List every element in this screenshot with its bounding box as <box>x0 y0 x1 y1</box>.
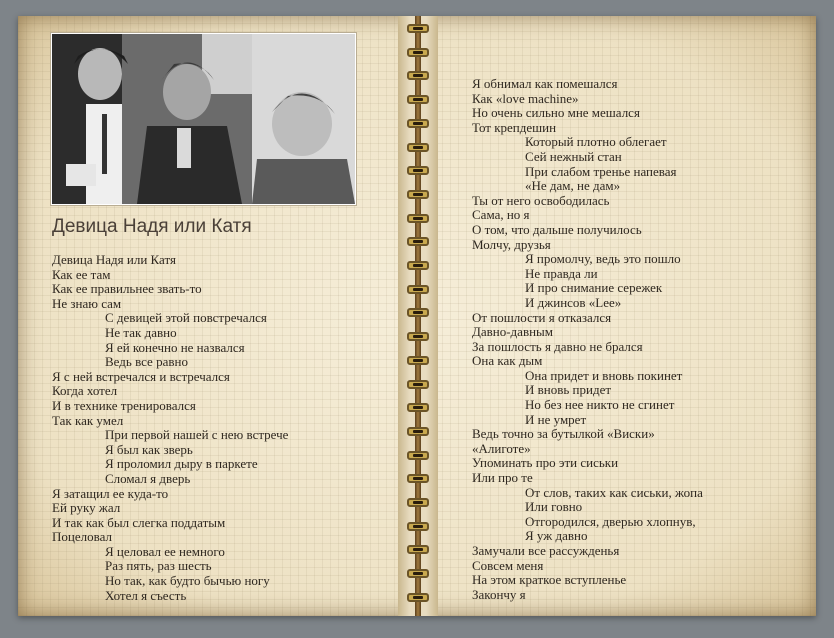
lyric-line: Сей нежный стан <box>525 148 622 164</box>
lyric-line: И не умрет <box>525 411 587 427</box>
lyric-line: Не так давно <box>105 324 177 340</box>
binding-ring <box>407 119 429 128</box>
binding-ring <box>407 48 429 57</box>
lyric-line: Как ее там <box>52 266 111 282</box>
binding-ring <box>407 569 429 578</box>
lyric-line: Я целовал ее немного <box>105 543 225 559</box>
right-page <box>438 16 816 616</box>
lyric-line: За пошлость я давно не брался <box>472 338 643 354</box>
binding-ring <box>407 95 429 104</box>
lyrics-right-column <box>472 77 703 602</box>
lyric-line: Ведь все равно <box>105 354 188 370</box>
lyric-line: Она как дым <box>472 353 543 369</box>
lyric-line: Я с ней встречался и встречался <box>52 368 230 384</box>
lyric-line: «Не дам, не дам» <box>525 178 621 194</box>
lyric-line: Я промолчу, ведь это пошло <box>525 251 681 267</box>
lyric-line: Но так, как будто бычью ногу <box>105 573 270 589</box>
binding-ring <box>407 380 429 389</box>
lyric-line: И про снимание сережек <box>525 280 663 296</box>
lyric-line: Сама, но я <box>472 207 530 223</box>
lyric-line: Закончу я <box>472 586 526 602</box>
lyric-line: Раз пять, раз шесть <box>105 558 212 574</box>
lyric-line: Упоминать про эти сиськи <box>472 455 619 471</box>
lyric-line: И джинсов «Lee» <box>525 294 622 310</box>
binding-ring <box>407 451 429 460</box>
lyric-line: Я проломил дыру в паркете <box>105 456 258 472</box>
lyric-line: Как «love machine» <box>472 90 579 106</box>
lyric-line: Тот крепдешин <box>472 119 557 135</box>
lyric-line: Молчу, друзья <box>472 236 551 252</box>
binding-ring <box>407 143 429 152</box>
lyric-line: Я обнимал как помешался <box>472 76 618 91</box>
lyric-line: О том, что дальше получилось <box>472 221 642 237</box>
binding-ring <box>407 24 429 33</box>
binding-ring <box>407 427 429 436</box>
binding-ring <box>407 593 429 602</box>
lyric-line: С девицей этой повстречался <box>105 310 267 326</box>
binding-ring <box>407 190 429 199</box>
lyric-line: При слабом тренье напевая <box>525 163 677 179</box>
lyric-line: Ведь точно за бутылкой «Виски» <box>472 426 655 442</box>
lyric-line: Давно-давным <box>472 324 554 340</box>
photo-image <box>51 33 356 205</box>
notebook <box>18 16 816 616</box>
lyric-line: Как ее правильнее звать-то <box>52 281 202 297</box>
lyric-line: Или говно <box>525 499 583 515</box>
lyric-line: И так как был слегка поддатым <box>52 514 226 530</box>
lyric-line: Хотел я съесть <box>105 587 187 603</box>
lyric-line: «Алиготе» <box>472 440 531 456</box>
lyric-line: Который плотно облегает <box>525 134 667 150</box>
binding-ring <box>407 261 429 270</box>
binding-ring <box>407 214 429 223</box>
lyric-line: Но очень сильно мне мешался <box>472 105 640 121</box>
lyric-line: От слов, таких как сиськи, жопа <box>525 484 703 500</box>
binding-ring <box>407 308 429 317</box>
lyric-line: Или про те <box>472 470 533 486</box>
lyric-line: Замучали все рассужденья <box>472 543 620 558</box>
binding-ring <box>407 71 429 80</box>
left-page <box>18 16 398 616</box>
lyric-line: Отгородился, дверью хлопнув, <box>525 513 696 529</box>
lyric-line: Но без нее никто не сгинет <box>525 397 675 413</box>
lyric-line: Сломал я дверь <box>105 470 191 486</box>
lyric-line: Ей руку жал <box>52 500 121 516</box>
lyric-line: На этом краткое вступленье <box>472 572 627 588</box>
binding-ring <box>407 332 429 341</box>
lyric-line: Я ей конечно не назвался <box>105 339 245 355</box>
binding-ring <box>407 356 429 365</box>
lyric-line: Я уж давно <box>525 528 588 544</box>
spiral-binding <box>398 16 438 616</box>
binding-ring <box>407 522 429 531</box>
lyric-line: Я был как зверь <box>105 441 193 457</box>
lyrics-left-column <box>52 253 288 603</box>
binding-ring <box>407 237 429 246</box>
lyric-line: Девица Надя или Катя <box>52 252 176 267</box>
binding-ring <box>407 403 429 412</box>
lyric-line: И вновь придет <box>525 382 612 398</box>
lyric-line: При первой нашей с нею встрече <box>105 427 289 443</box>
lyric-line: Ты от него освободилась <box>472 192 610 208</box>
binding-ring <box>407 166 429 175</box>
binding-ring <box>407 498 429 507</box>
lyric-line: Не знаю сам <box>52 295 122 311</box>
photo-illustration <box>52 34 355 204</box>
lyric-line: Не правда ли <box>525 265 598 281</box>
lyric-line: Я затащил ее куда-то <box>52 485 169 501</box>
song-title: Девица Надя или Катя <box>52 216 252 237</box>
lyric-line: От пошлости я отказался <box>472 309 612 325</box>
lyric-line: Так как умел <box>52 412 124 428</box>
lyric-line: Поцеловал <box>52 529 112 545</box>
lyric-line: Совсем меня <box>472 557 544 573</box>
binding-ring <box>407 545 429 554</box>
lyric-line: Она придет и вновь покинет <box>525 367 683 383</box>
binding-ring <box>407 474 429 483</box>
binding-ring <box>407 285 429 294</box>
lyric-line: Когда хотел <box>52 383 118 399</box>
lyric-line: И в технике тренировался <box>52 397 196 413</box>
